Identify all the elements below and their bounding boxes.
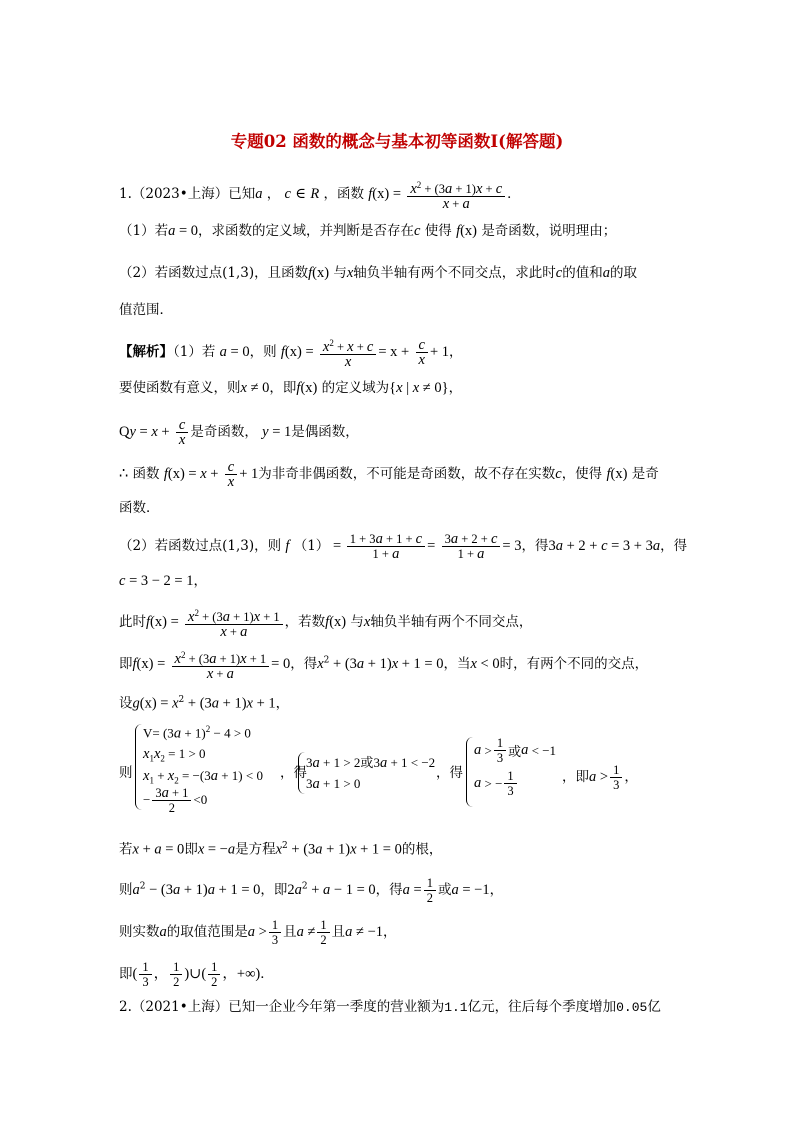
system-1: $V= (3a + 1)^2 - 4 > 0$ $x_1x_2 = 1 > 0$ $x_1 + x_2 = -(3a + 1) < 0$ − $\frac{3a + 1}{2}$ <0 <box>143 724 263 815</box>
solution-line-4: ∴ 函数 f(x) = x + $\frac{c}{x}$ + 1为非奇非偶函数，不可能是奇函数，故不存在实数c，使得 f(x) 是奇 <box>119 459 659 490</box>
page-title: 专题02 函数的概念与基本初等函数I(解答题) <box>230 132 564 151</box>
system-2: 3a + 1 > 2或3a + 1 < −2 3a + 1 > 0 <box>306 755 436 792</box>
solution-line-10: 若x + a = 0即x = −a是方程$x^2 + (3a + 1)x + 1 = 0$的根， <box>119 841 443 858</box>
system-brace-1 <box>135 724 142 810</box>
problem-1-statement: 1.（2023•上海）已知a ， c ∈ R ，函数 f(x) = $\frac{x^2 + (3a + 1)x + c}{x + a}$ ． <box>119 180 521 213</box>
problem-1-header: 1.（2023•上海）已知 <box>119 186 256 203</box>
problem-2-statement: 2.（2021•上海）已知一企业今年第一季度的营业额为1.1亿元，往后每个季度增加0.05亿 <box>119 999 661 1015</box>
system-brace-3 <box>466 737 473 807</box>
problem-1-part-2: （2）若函数过点(1,3)，且函数f(x) 与x轴负半轴有两个不同交点，求此时c的值和a的取 <box>119 265 637 281</box>
solution-line-5-cont: c = 3 − 2 = 1， <box>119 573 207 589</box>
system-3: a > $\frac{1}{3}$ 或 a < −1 a > − $\frac{1}{3}$ <box>474 736 557 798</box>
solution-label: 【解析】 <box>119 344 173 361</box>
solution-line-4-cont: 函数． <box>119 500 160 516</box>
solution-line-5: （2）若函数过点(1,3)，则 f （1） = $\frac{1 + 3a + 1 + c}{1 + a}$ = $\frac{3a + 2 + c}{1 + a}$ = 3，得3a + 2 + c = 3 + 3a，得 <box>119 531 688 562</box>
solution-line-7: 即f(x) = $\frac{x^2 + (3a + 1)x + 1}{x + a}$ = 0，得$x^2 + (3a + 1)x + 1 = 0$，当x < 0时，有两个不同的交点， <box>119 650 649 683</box>
problem-1-part-2-cont: 值范围． <box>119 302 173 318</box>
solution-line-12: 则实数a的取值范围是a > $\frac{1}{3}$ 且a ≠ $\frac{1}{2}$ 且a ≠ −1， <box>119 918 397 947</box>
solution-line-13: 即( $\frac{1}{3}$ ， $\frac{1}{2}$ )∪( $\frac{1}{2}$ ，+∞)． <box>119 960 274 989</box>
solution-line-2: 要使函数有意义，则x ≠ 0，即f(x) 的定义域为{x | x ≠ 0}， <box>119 380 463 396</box>
document-page: 专题02 函数的概念与基本初等函数I(解答题) 1.（2023•上海）已知a ， c ∈ R ，函数 f(x) = $\frac{x^2 + (3a + 1)x + c}{x + a}$ ． （1）若a = 0，求函数的定义域，并判断是否存在c 使得 f(x) 是奇函数，说明理由； （2）若函数过点(1,3)，且函数f(x) 与x轴负半轴有两个不同交点，求此时c的值和a的取 值范围． 【解析】（1）若 a = 0，则 f(x) = $\frac{x^2 + x + c}{x}$ = x + $\frac{c}{x}$ + 1， 要使函数有意义，则x ≠ 0，即f(x) 的定义域为{x | x ≠ 0}， Qy = x + $\frac{c}{x}$ 是奇函数， y = 1是偶函数， ∴ 函数 f(x) = x + $\frac{c}{x}$ + 1为非奇非偶函数，不可能是奇函数，故不存在实数c，使得 f(x) 是奇 函数． （2）若函数过点(1,3)，则 f （1） = $\frac{1 + 3a + 1 + c}{1 + a}$ = $\frac{3a + 2 + c}{1 + a}$ = 3，得3a + 2 + c = 3 + 3a，得 c = 3 − 2 = 1， 此时f(x) = $\frac{x^2 + (3a + 1)x + 1}{x + a}$ ，若数f(x) 与x轴负半轴有两个不同交点， 即f(x) = $\frac{x^2 + (3a + 1)x + 1}{x + a}$ = 0，得$x^2 + (3a + 1)x + 1 = 0$，当x < 0时，有两个不同的交点， 设$g(x) = x^2 + (3a + 1)x + 1$， 则 $V= (3a + 1)^2 - 4 > 0$ $x_1x_2 = 1 > 0$ $x_1 + x_2 = -(3a + 1) < 0$ − $\frac{3a + 1}{2}$ <0 ，得 3a + 1 > 2或3a + 1 < −2 3a + 1 > 0 ，得 a > $\frac{1}{3}$ 或 a < −1 a > − $\frac{1}{3}$ ，即a > $\frac{1}{3}$ ， 若x + a = 0即x = −a是方程$x^2 + (3a + 1)x + 1 = 0$的根， 则$a^2 - (3a + 1)a + 1 = 0$，即$2a^2 + a - 1 = 0$，得a = $\frac{1}{2}$ 或a = −1， 则实数a的取值范围是a > $\frac{1}{3}$ 且a ≠ $\frac{1}{2}$ 且a ≠ −1， 即( $\frac{1}{3}$ ， $\frac{1}{2}$ )∪( $\frac{1}{2}$ ，+∞)． 2.（2021•上海）已知一企业今年第一季度的营业额为1.1亿元，往后每个季度增加0.05亿 <box>0 0 794 1123</box>
solution-line-6: 此时f(x) = $\frac{x^2 + (3a + 1)x + 1}{x + a}$ ，若数f(x) 与x轴负半轴有两个不同交点， <box>119 608 533 641</box>
solution-line-9: 则 <box>119 765 133 781</box>
system-brace-2 <box>298 752 305 794</box>
solution-line-3: Qy = x + $\frac{c}{x}$ 是奇函数， y = 1是偶函数， <box>119 417 359 448</box>
solution-line-1: 【解析】（1）若 a = 0，则 f(x) = $\frac{x^2 + x + c}{x}$ = x + $\frac{c}{x}$ + 1， <box>119 337 463 371</box>
problem-1-part-1: （1）若a = 0，求函数的定义域，并判断是否存在c 使得 f(x) 是奇函数，说明理由； <box>119 223 617 239</box>
solution-line-8: 设$g(x) = x^2 + (3a + 1)x + 1$， <box>119 695 290 712</box>
solution-line-11: 则$a^2 - (3a + 1)a + 1 = 0$，即$2a^2 + a - 1 = 0$，得a = $\frac{1}{2}$ 或a = −1， <box>119 876 504 905</box>
